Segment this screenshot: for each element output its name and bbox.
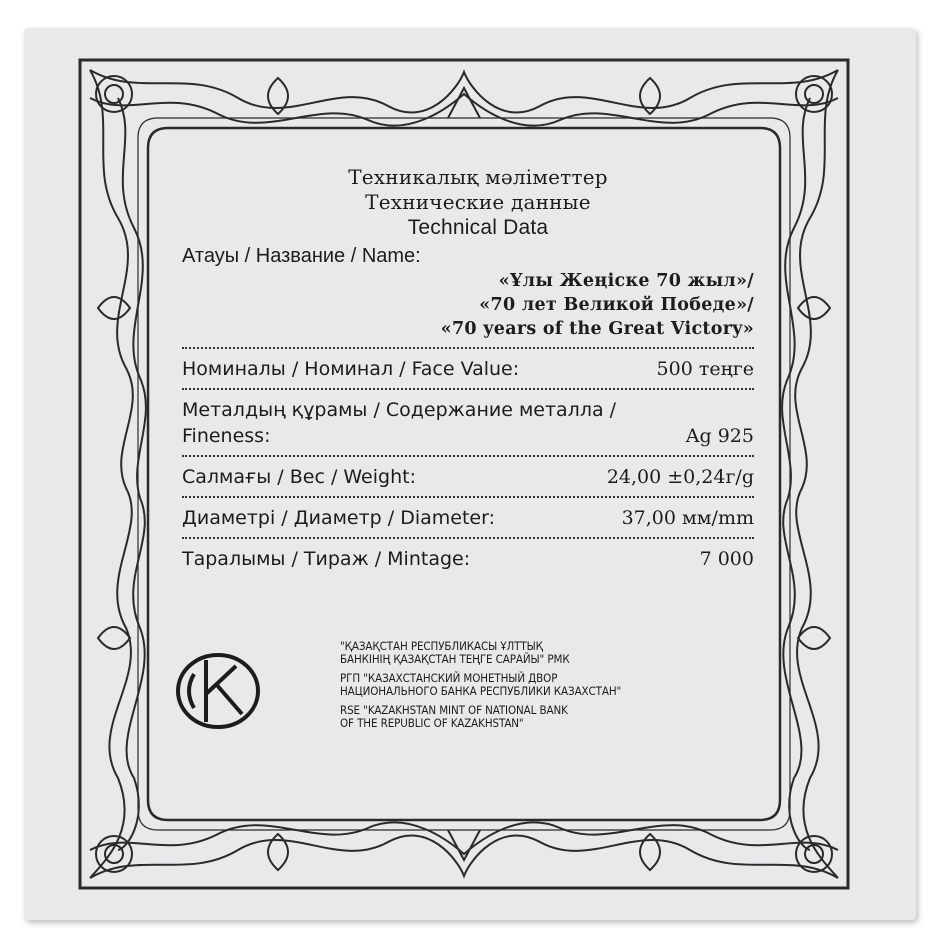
weight-row (182, 464, 754, 490)
divider (182, 455, 754, 457)
divider (182, 347, 754, 349)
diameter-label: Диаметрі / Диаметр / Diameter: (182, 507, 495, 529)
coin-name-english: «70 years of the Great Victory» (440, 319, 754, 339)
coin-name-russian: «70 лет Великой Победе»/ (479, 295, 754, 315)
divider (182, 388, 754, 390)
mintage-row (182, 546, 754, 572)
face-value-row (182, 356, 754, 382)
diameter-row (182, 505, 754, 531)
coin-name-kazakh: «Ұлы Жеңіске 70 жыл»/ (498, 271, 754, 291)
technical-data-block (182, 165, 754, 572)
fineness-label-line-1: Металдың құрамы / Содержание металла / (182, 399, 617, 421)
fineness-label: Fineness: (182, 425, 271, 447)
divider (182, 496, 754, 498)
title-group (182, 165, 754, 240)
title-english: Technical Data (407, 216, 549, 239)
mintage-value: 7 000 (699, 548, 754, 570)
face-value-label: Номиналы / Номинал / Face Value: (182, 358, 520, 380)
title-russian: Технические данные (365, 190, 591, 214)
title-kazakh: Техникалық мәліметтер (348, 165, 608, 189)
issuer-block (340, 640, 770, 736)
issuer-english: RSE "KAZAKHSTAN MINT OF NATIONAL BANK OF THE REPUBLIC OF KAZAKHSTAN" (340, 703, 568, 730)
diameter-value: 37,00 мм/mm (621, 507, 754, 529)
mintage-label: Таралымы / Тираж / Mintage: (182, 548, 471, 570)
name-label: Атауы / Название / Name: (182, 245, 421, 267)
mint-logo-icon (172, 650, 264, 732)
fineness-value: Ag 925 (685, 425, 754, 447)
divider (182, 537, 754, 539)
face-value: 500 теңге (656, 358, 754, 380)
issuer-kazakh: "ҚАЗАҚСТАН РЕСПУБЛИКАСЫ ҰЛТТЫҚ БАНКІНІҢ ҚАЗАҚСТАН ТЕҢГЕ САРАЙЫ" РМК (340, 639, 570, 666)
weight-label: Салмағы / Вес / Weight: (182, 466, 416, 488)
fineness-row (182, 423, 754, 449)
issuer-russian: РГП "КАЗАХСТАНСКИЙ МОНЕТНЫЙ ДВОР НАЦИОНАЛЬНОГО БАНКА РЕСПУБЛИКИ КАЗАХСТАН" (340, 671, 622, 698)
weight-value: 24,00 ±0,24г/g (606, 466, 754, 488)
